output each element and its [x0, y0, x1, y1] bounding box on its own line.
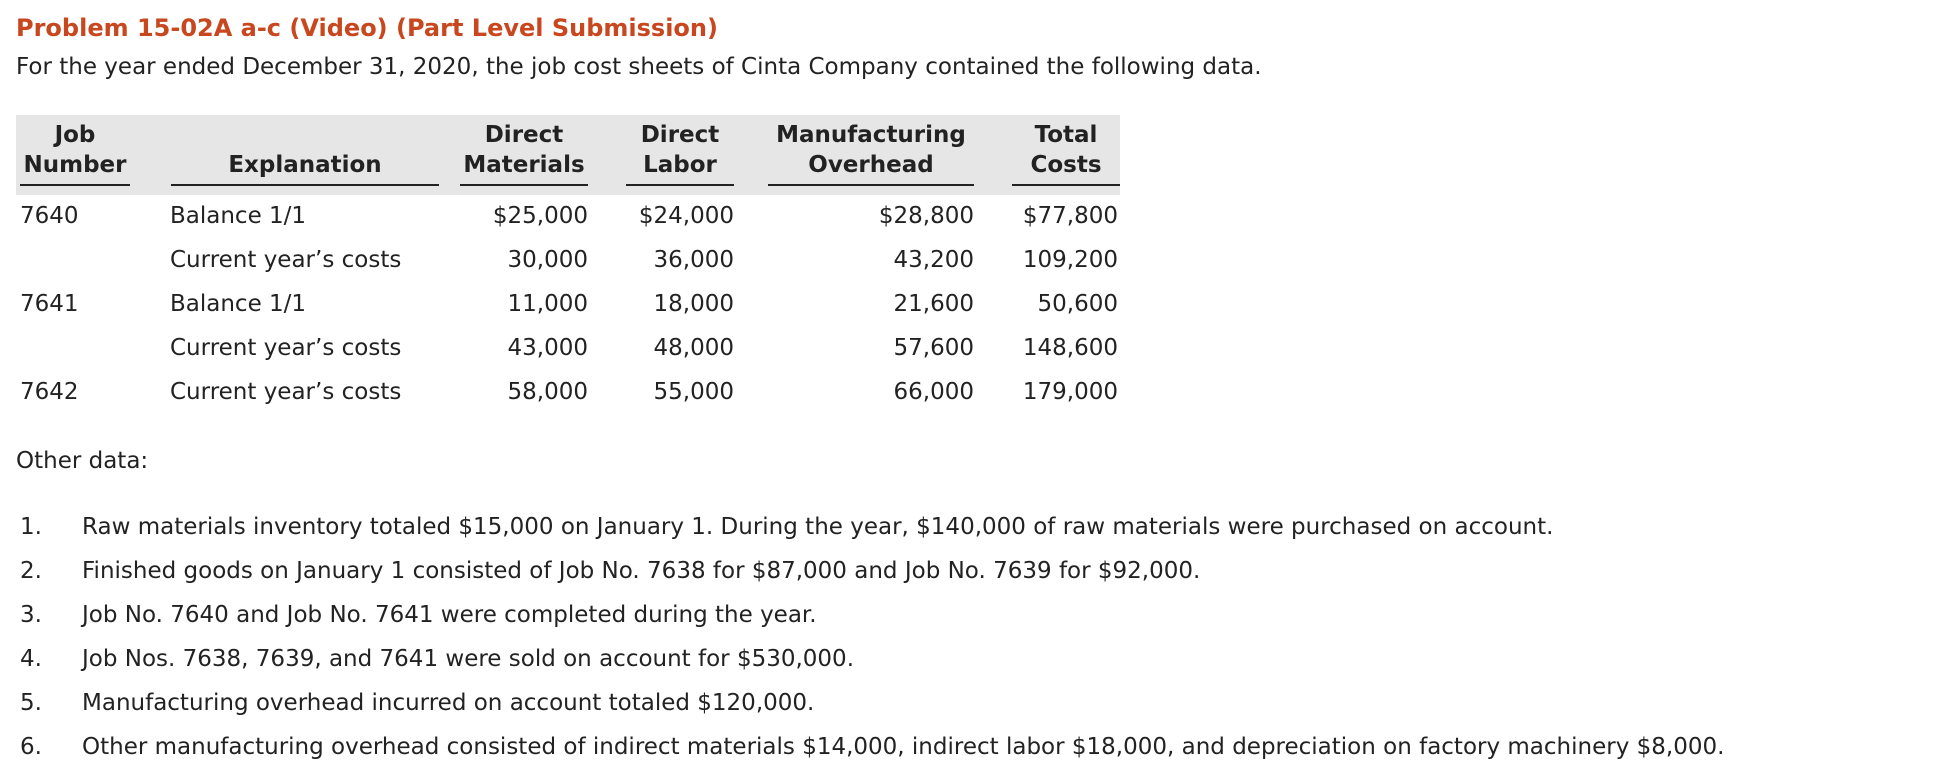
- list-item: [16, 593, 1916, 637]
- cell-job-number: 7642: [20, 379, 79, 405]
- list-item-number: 6.: [20, 734, 42, 760]
- list-item-text: Other manufacturing overhead consisted of indirect materials $14,000, indirect labor $18,000, and depreciation on factory machinery $8,000.: [82, 734, 1725, 760]
- cell-manufacturing-overhead: 66,000: [893, 379, 974, 405]
- cell-job-number: 7641: [20, 291, 79, 317]
- list-item: [16, 725, 1916, 769]
- list-item-text: Job No. 7640 and Job No. 7641 were completed during the year.: [82, 602, 817, 628]
- list-item-text: Raw materials inventory totaled $15,000 on January 1. During the year, $140,000 of raw materials were purchased on account.: [82, 514, 1554, 540]
- cell-direct-materials: $25,000: [492, 203, 588, 229]
- problem-intro: For the year ended December 31, 2020, the job cost sheets of Cinta Company contained the following data.: [16, 54, 1262, 80]
- header-total-costs: Total Costs: [1012, 120, 1120, 180]
- list-item-number: 3.: [20, 602, 42, 628]
- cell-explanation: Balance 1/1: [170, 291, 307, 317]
- cell-manufacturing-overhead: $28,800: [878, 203, 974, 229]
- cell-direct-labor: 18,000: [653, 291, 734, 317]
- cell-total-costs: 50,600: [1037, 291, 1118, 317]
- cell-direct-labor: 36,000: [653, 247, 734, 273]
- cell-manufacturing-overhead: 21,600: [893, 291, 974, 317]
- cell-total-costs: $77,800: [1022, 203, 1118, 229]
- table-row: [16, 326, 1136, 370]
- header-explanation: Explanation: [171, 120, 439, 180]
- list-item: [16, 505, 1916, 549]
- table-row: [16, 238, 1136, 282]
- cell-explanation: Balance 1/1: [170, 203, 307, 229]
- cell-direct-materials: 30,000: [507, 247, 588, 273]
- cell-total-costs: 109,200: [1022, 247, 1118, 273]
- header-manufacturing-overhead: Manufacturing Overhead: [768, 120, 974, 180]
- list-item-number: 5.: [20, 690, 42, 716]
- cell-direct-labor: 55,000: [653, 379, 734, 405]
- problem-title: Problem 15-02A a-c (Video) (Part Level Submission): [16, 14, 718, 42]
- list-item-text: Finished goods on January 1 consisted of Job No. 7638 for $87,000 and Job No. 7639 for $92,000.: [82, 558, 1201, 584]
- list-item-number: 1.: [20, 514, 42, 540]
- header-direct-materials: Direct Materials: [460, 120, 588, 180]
- list-item: [16, 637, 1916, 681]
- header-job-number: Job Number: [20, 120, 130, 180]
- list-item-number: 4.: [20, 646, 42, 672]
- list-item: [16, 549, 1916, 593]
- cell-manufacturing-overhead: 43,200: [893, 247, 974, 273]
- cell-manufacturing-overhead: 57,600: [893, 335, 974, 361]
- cell-total-costs: 148,600: [1022, 335, 1118, 361]
- list-item: [16, 681, 1916, 725]
- cell-direct-labor: $24,000: [638, 203, 734, 229]
- cell-explanation: Current year’s costs: [170, 335, 402, 361]
- list-item-number: 2.: [20, 558, 42, 584]
- cell-explanation: Current year’s costs: [170, 247, 402, 273]
- cell-direct-materials: 58,000: [507, 379, 588, 405]
- list-item-text: Manufacturing overhead incurred on account totaled $120,000.: [82, 690, 815, 716]
- cell-direct-materials: 43,000: [507, 335, 588, 361]
- cell-direct-materials: 11,000: [507, 291, 588, 317]
- other-data-label: Other data:: [16, 448, 149, 474]
- cell-total-costs: 179,000: [1022, 379, 1118, 405]
- header-direct-labor: Direct Labor: [626, 120, 734, 180]
- table-row: [16, 194, 1136, 238]
- table-row: [16, 370, 1136, 414]
- cell-direct-labor: 48,000: [653, 335, 734, 361]
- cell-job-number: 7640: [20, 203, 79, 229]
- table-row: [16, 282, 1136, 326]
- list-item-text: Job Nos. 7638, 7639, and 7641 were sold on account for $530,000.: [82, 646, 855, 672]
- cell-explanation: Current year’s costs: [170, 379, 402, 405]
